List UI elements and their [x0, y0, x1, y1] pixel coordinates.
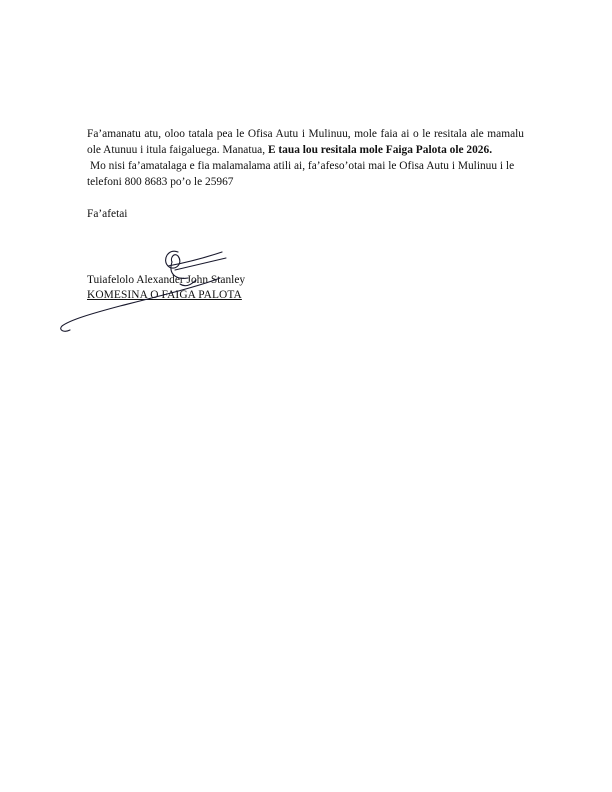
- signatory-title: KOMESINA O FAIGA PALOTA: [87, 289, 242, 301]
- reminder-paragraph: [87, 126, 524, 158]
- signatory-name: Tuiafelolo Alexander John Stanley: [87, 274, 246, 286]
- reminder-text: Fa’amanatu atu, oloo tatala pea le Ofisa Autu i Mulinuu, mole faia ai o le resitala ale mamalu ole Atunuu i itula faigaluega. Manatua,: [87, 128, 524, 156]
- registration-emphasis: E taua lou resitala mole Faiga Palota ole 2026.: [267, 144, 493, 156]
- contact-paragraph: Mo nisi fa’amatalaga e fia malamalama atili ai, fa’afeso’otai mai le Ofisa Autu i Mulinuu i le telefoni 800 8683 po’o le 25967: [87, 160, 515, 188]
- closing-salutation: Fa’afetai: [87, 208, 128, 220]
